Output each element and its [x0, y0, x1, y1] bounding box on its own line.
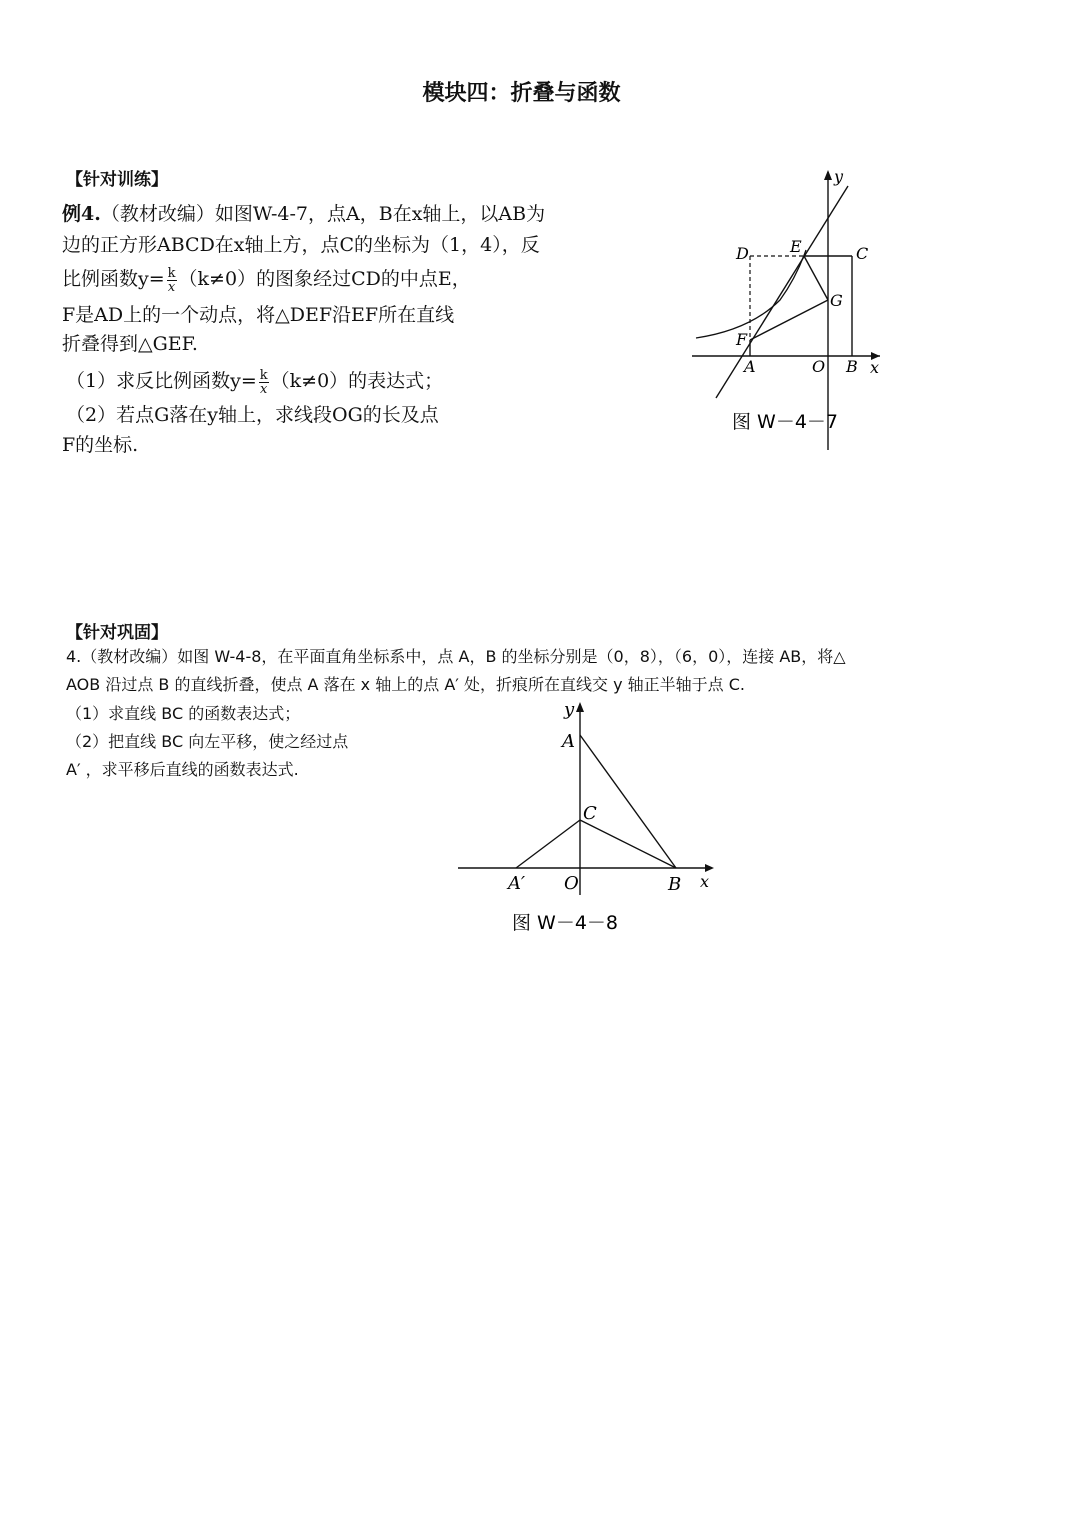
example-line-1-text: （教材改编）如图W-4-7，点A，B在x轴上，以AB为 [100, 203, 546, 225]
example-line-3-suffix: （k≠0）的图象经过CD的中点E， [178, 268, 471, 290]
segment-fg [750, 300, 828, 340]
label-c: C [583, 803, 597, 824]
fraction-numerator: k [259, 367, 268, 383]
x-axis-arrow [705, 864, 714, 872]
y-axis-arrow [824, 170, 832, 180]
fraction-k-over-x [167, 267, 177, 294]
fraction-k-over-x-q1 [259, 369, 269, 396]
label-o: O [564, 873, 579, 894]
section-heading-consolidation: 【针对巩固】 [66, 623, 168, 643]
segment-ab [580, 735, 676, 868]
label-g: G [830, 291, 843, 310]
question-1 [66, 364, 443, 398]
fraction-denominator: x [260, 381, 268, 397]
segment-eg [804, 256, 828, 300]
problem-line-1: 4.（教材改编）如图 W-4-8，在平面直角坐标系中，点 A，B 的坐标分别是（0，8），（6，0），连接 AB，将△ [66, 647, 846, 666]
fraction-numerator: k [167, 265, 176, 281]
label-y: y [834, 167, 844, 186]
example-line-1 [62, 197, 545, 231]
question-2-line-2: F的坐标. [62, 434, 139, 456]
label-c: C [856, 244, 869, 263]
question-1-prefix: （1）求反比例函数y= [66, 370, 257, 392]
label-f: F [736, 330, 748, 349]
label-a: A [744, 357, 756, 376]
example-line-5: 折叠得到△GEF. [62, 333, 198, 355]
figure-w-4-8 [450, 695, 730, 945]
figure-caption-w-4-8: 图 W－4－8 [512, 912, 619, 934]
question-1-suffix: （k≠0）的表达式； [270, 370, 444, 392]
label-e: E [790, 237, 802, 256]
problem-question-1: （1）求直线 BC 的函数表达式； [66, 704, 301, 723]
segment-cb [580, 820, 676, 868]
problem-line-2: AOB 沿过点 B 的直线折叠，使点 A 落在 x 轴上的点 A′ 处，折痕所在直线交 y 轴正半轴于点 C. [66, 675, 745, 694]
y-axis-arrow [576, 702, 584, 712]
label-y: y [564, 699, 575, 720]
page-title: 模块四：折叠与函数 [422, 81, 621, 106]
label-a-prime: A′ [508, 873, 526, 894]
label-o: O [812, 357, 826, 376]
label-x: x [870, 358, 880, 377]
label-b: B [846, 357, 858, 376]
segment-a-prime-c [516, 820, 580, 868]
label-x: x [700, 872, 710, 891]
label-d: D [736, 244, 749, 263]
example-line-4: F是AD上的一个动点，将△DEF沿EF所在直线 [62, 304, 455, 326]
example-line-3-prefix: 比例函数y= [62, 268, 165, 290]
label-a: A [562, 731, 575, 752]
section-heading-training: 【针对训练】 [66, 170, 168, 190]
example-line-3 [62, 262, 471, 296]
hyperbola-curve [696, 250, 806, 338]
figure-caption-w-4-7: 图 W－4－7 [732, 411, 839, 433]
problem-question-2-line-1: （2）把直线 BC 向左平移，使之经过点 [66, 732, 349, 751]
question-2-line-1: （2）若点G落在y轴上，求线段OG的长及点 [66, 404, 439, 426]
fraction-denominator: x [167, 279, 176, 295]
example-line-2: 边的正方形ABCD在x轴上方，点C的坐标为（1，4），反 [62, 234, 540, 256]
example-label: 例4. [62, 203, 101, 225]
problem-question-2-line-2: A′ ，求平移后直线的函数表达式. [66, 760, 299, 779]
label-b: B [668, 874, 682, 895]
figure-w-4-7 [680, 160, 900, 450]
